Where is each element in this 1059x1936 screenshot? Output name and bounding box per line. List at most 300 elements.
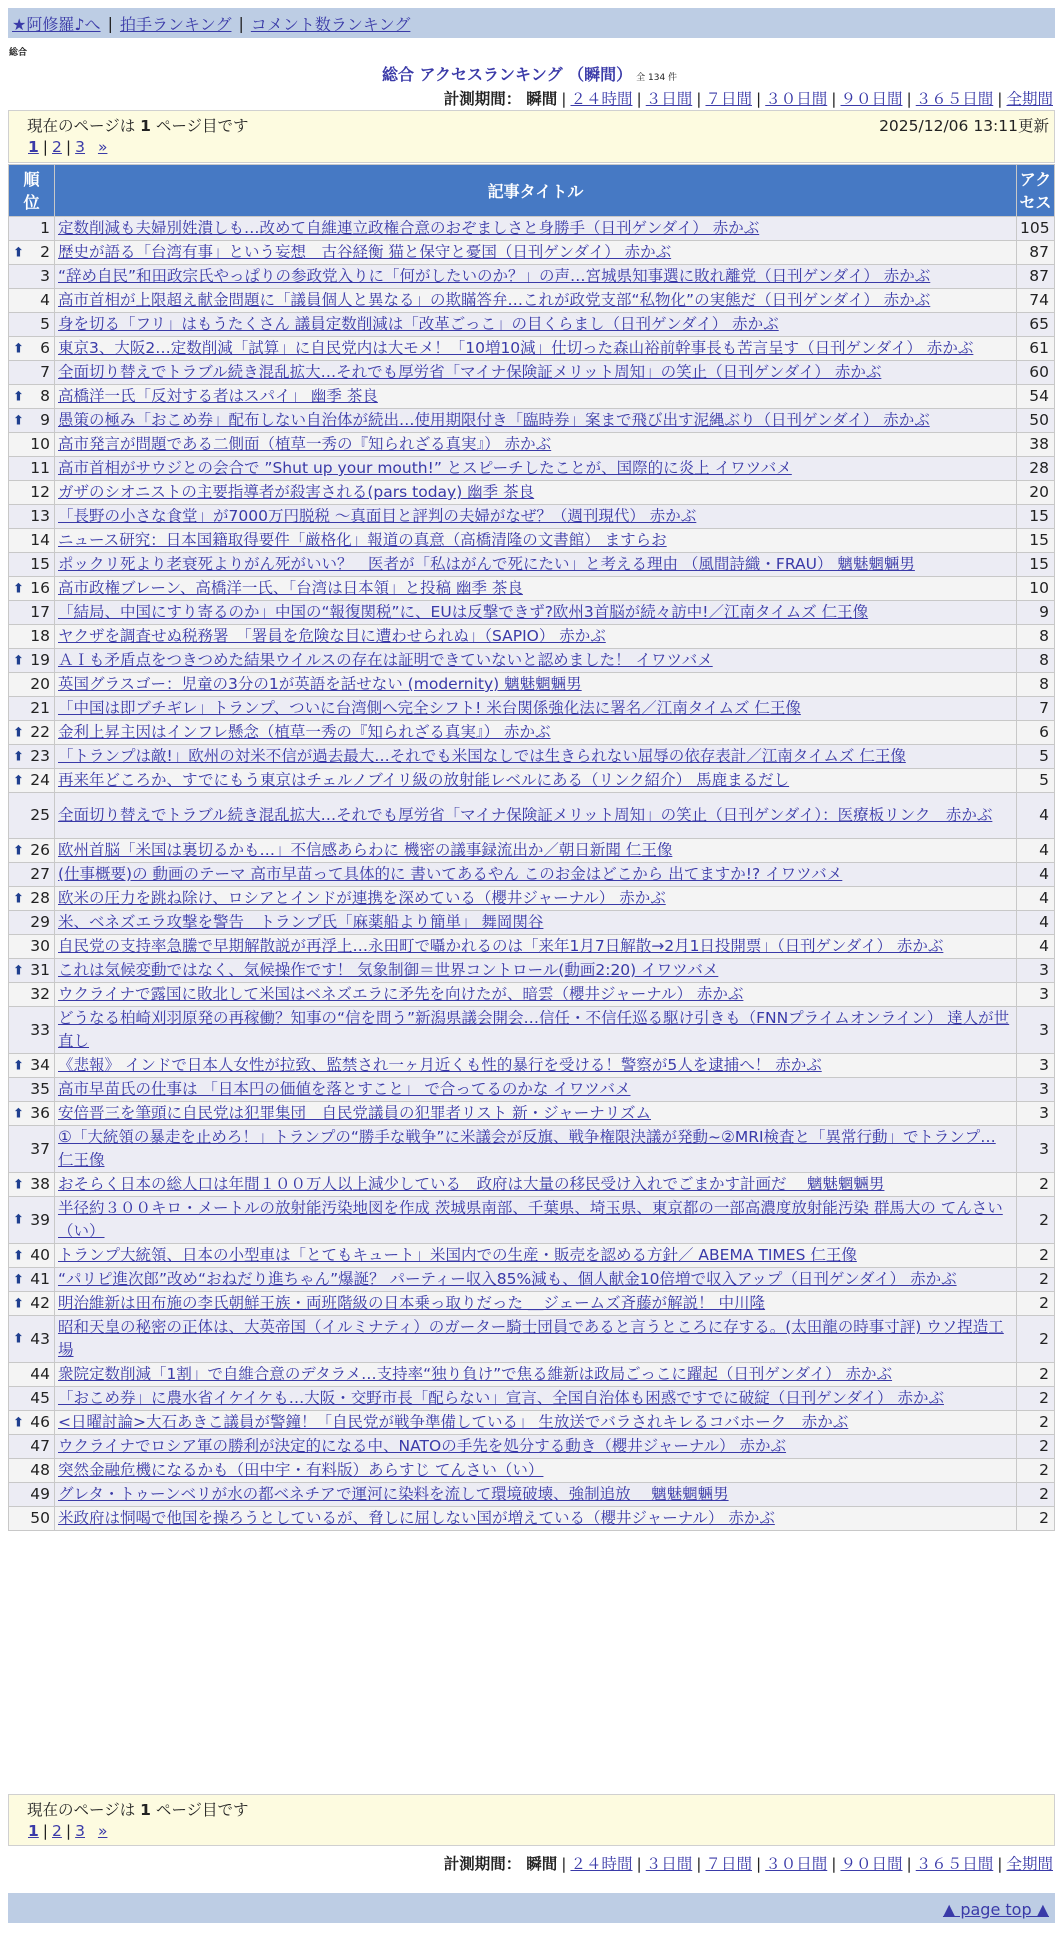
rank-cell — [9, 1007, 55, 1054]
article-title-link[interactable]: 高橋洋一氏「反対する者はスパイ」 幽季 茶良 — [58, 387, 378, 405]
up-arrow-icon: ⬆ — [13, 749, 24, 764]
rank-number: 37 — [30, 1139, 50, 1158]
access-count: 15 — [1017, 505, 1055, 529]
rank-number: 33 — [30, 1020, 50, 1039]
pagination: 1 | 2 | 3 » — [28, 1822, 108, 1840]
rank-cell — [9, 793, 55, 839]
access-count: 60 — [1017, 361, 1055, 385]
title-cell — [55, 935, 1017, 959]
rank-cell — [9, 409, 55, 433]
page-title — [0, 62, 1059, 85]
rank-cell — [9, 1292, 55, 1316]
access-count: 4 — [1017, 793, 1055, 839]
rank-number: 19 — [30, 651, 50, 669]
access-count: 2 — [1017, 1197, 1055, 1244]
table-row — [9, 1054, 1055, 1078]
article-title-link[interactable]: ウクライナで露国に敗北して米国はベネズエラに矛先を向けたが、暗雲（櫻井ジャーナル） 赤かぶ — [58, 985, 744, 1003]
rank-number: 44 — [30, 1365, 50, 1383]
rank-cell — [9, 959, 55, 983]
rank-cell — [9, 385, 55, 409]
article-title-link[interactable]: トランプ大統領、日本の小型車は「とてもキュート」米国内での生産・販売を認める方針／ ABEMA TIMES 仁王像 — [58, 1246, 857, 1264]
period-90d-link[interactable]: ９０日間 — [840, 1855, 903, 1873]
article-title-link[interactable]: ニュース研究：日本国籍取得要件「厳格化」報道の真意（高橋清隆の文書館） ますらお — [58, 531, 667, 549]
access-count: 2 — [1017, 1483, 1055, 1507]
access-count: 28 — [1017, 457, 1055, 481]
article-title-link[interactable]: 高市首相がサウジとの会合で ”Shut up your mouth!” とスピーチしたことが、国際的に炎上 イワツバメ — [58, 459, 792, 477]
article-title-link[interactable]: 身を切る「フリ」はもうたくさん 議員定数削減は「改革ごっこ」の目くらまし（日刊ゲンダイ） 赤かぶ — [58, 315, 779, 333]
article-title-link[interactable]: おそらく日本の総人口は年間１００万人以上減少している 政府は大量の移民受け入れでごまかす計画だ 魑魅魍魎男 — [58, 1175, 885, 1193]
table-row — [9, 505, 1055, 529]
rank-cell — [9, 911, 55, 935]
access-count: 3 — [1017, 1054, 1055, 1078]
table-row — [9, 457, 1055, 481]
title-cell — [55, 433, 1017, 457]
up-arrow-icon: ⬆ — [13, 1415, 24, 1430]
article-title-link[interactable]: 高市早苗氏の仕事は 「日本円の価値を落とすこと」 で合ってるのかな イワツバメ — [58, 1080, 631, 1098]
rank-number: 2 — [40, 243, 50, 261]
table-row — [9, 1411, 1055, 1435]
access-count: 8 — [1017, 673, 1055, 697]
table-row — [9, 863, 1055, 887]
rank-cell — [9, 553, 55, 577]
up-arrow-icon: ⬆ — [13, 1272, 24, 1287]
table-row — [9, 673, 1055, 697]
access-count: 2 — [1017, 1435, 1055, 1459]
article-title-link[interactable]: (仕事概要)の 動画のテーマ 高市早苗って具体的に 書いてあるやん このお金はどこから 出てますか!? イワツバメ — [58, 865, 843, 883]
page-2-link[interactable]: 2 — [52, 1822, 62, 1840]
article-title-link[interactable]: 自民党の支持率急騰で早期解散説が再浮上…永田町で囁かれるのは「来年1月7日解散→2月1日投開票」（日刊ゲンダイ） 赤かぶ — [58, 937, 944, 955]
article-title-link[interactable]: 英国グラスゴー：児童の3分の1が英語を話せない (modernity) 魑魅魍魎男 — [58, 675, 582, 693]
rank-number: 30 — [30, 937, 50, 955]
rank-number: 15 — [30, 555, 50, 573]
title-cell — [55, 409, 1017, 433]
article-title-link[interactable]: 米、ベネズエラ攻撃を警告 トランプ氏「麻薬船より簡単」 舞岡関谷 — [58, 913, 544, 931]
period-label: 計測期間： — [443, 90, 522, 108]
up-arrow-icon: ⬆ — [13, 413, 24, 428]
article-title-link[interactable]: “パリピ進次郎”改め“おねだり進ちゃん”爆誕？ パーティー収入85%減も、個人献金10倍増で収入アップ（日刊ゲンダイ） 赤かぶ — [58, 1270, 957, 1288]
article-title-link[interactable]: 高市発言が問題である二側面（植草一秀の『知られざる真実』） 赤かぶ — [58, 435, 552, 453]
access-count: 2 — [1017, 1244, 1055, 1268]
rank-cell — [9, 745, 55, 769]
article-title-link[interactable]: 安倍晋三を筆頭に自民党は犯罪集団 自民党議員の犯罪者リスト 新・ジャーナリズム — [58, 1104, 651, 1122]
nav-separator: | — [107, 13, 113, 33]
article-title-link[interactable]: ①「大統領の暴走を止めろ！」トランプの“勝手な戦争”に米議会が反旗、戦争権限決議が発動~②MRI検査と「異常行動」でトランプ… 仁王像 — [58, 1128, 996, 1169]
access-count: 2 — [1017, 1411, 1055, 1435]
title-cell — [55, 1363, 1017, 1387]
rank-number: 5 — [40, 315, 50, 333]
up-arrow-icon: ⬆ — [13, 1058, 24, 1073]
article-title-link[interactable]: 愚策の極み「おこめ券」配布しない自治体が続出…使用期限付き「臨時券」案まで飛び出す泥縄ぶり（日刊ゲンダイ） 赤かぶ — [58, 411, 930, 429]
rank-number: 9 — [40, 411, 50, 429]
article-title-link[interactable]: これは気候変動ではなく、気候操作です！ 気象制御＝世界コントロール(動画2:20) イワツバメ — [58, 961, 719, 979]
rank-cell — [9, 697, 55, 721]
article-title-link[interactable]: グレタ・トゥーンベリが水の都ベネチアで運河に染料を流して環境破壊、強制追放 魑魅魍魎男 — [58, 1485, 729, 1503]
article-title-link[interactable]: ＡＩも矛盾点をつきつめた結果ウイルスの存在は証明できていないと認めました！ イワツバメ — [58, 651, 713, 669]
period-separator: | — [906, 1855, 912, 1873]
article-title-link[interactable]: 全面切り替えでトラブル続き混乱拡大…それでも厚労省「マイナ保険証メリット周知」の笑止（日刊ゲンダイ）：医療板リンク 赤かぶ — [58, 806, 993, 824]
rank-number: 4 — [40, 291, 50, 309]
rank-number: 18 — [30, 627, 50, 645]
article-title-link[interactable]: 米政府は恫喝で他国を操ろうとしているが、脅しに屈しない国が増えている（櫻井ジャーナル） 赤かぶ — [58, 1509, 775, 1527]
access-count: 65 — [1017, 313, 1055, 337]
rank-cell — [9, 839, 55, 863]
title-cell — [55, 1244, 1017, 1268]
table-row — [9, 1197, 1055, 1244]
table-row — [9, 959, 1055, 983]
table-header-row — [9, 165, 1055, 217]
article-title-link[interactable]: 高市政権ブレーン、高橋洋一氏、「台湾は日本領」と投稿 幽季 茶良 — [58, 579, 523, 597]
period-30d-link[interactable]: ３０日間 — [765, 1855, 828, 1873]
page-3-link[interactable]: 3 — [75, 1822, 86, 1840]
access-count: 3 — [1017, 1126, 1055, 1173]
period-3d-link[interactable]: ３日間 — [645, 90, 693, 108]
rank-number: 12 — [30, 483, 50, 501]
article-title-link[interactable]: 再来年どころか、すでにもう東京はチェルノブイリ級の放射能レベルにある（リンク紹介） 馬鹿まるだし — [58, 771, 790, 789]
title-cell — [55, 1197, 1017, 1244]
table-row — [9, 433, 1055, 457]
current-page-text: 現在のページは 1 ページ目です — [27, 117, 249, 135]
period-label: 計測期間： — [443, 1855, 522, 1873]
table-row — [9, 1292, 1055, 1316]
rank-cell — [9, 481, 55, 505]
rank-cell — [9, 433, 55, 457]
title-cell — [55, 481, 1017, 505]
article-title-link[interactable]: 昭和天皇の秘密の正体は、大英帝国（イルミナティ）のガーター騎士団員であると言うところに存する。(太田龍の時事寸評) ウソ捏造工場 — [58, 1318, 1004, 1359]
home-link[interactable]: ★阿修羅♪へ — [12, 14, 101, 34]
rank-number: 3 — [40, 267, 50, 285]
rank-number: 38 — [30, 1175, 50, 1193]
access-count: 3 — [1017, 1007, 1055, 1054]
article-title-link[interactable]: ヤクザを調査せぬ税務署 「署員を危険な目に遭わせられぬ」（SAPIO） 赤かぶ — [58, 627, 606, 645]
table-row — [9, 1507, 1055, 1531]
rank-cell — [9, 1102, 55, 1126]
title-cell — [55, 911, 1017, 935]
rank-cell — [9, 265, 55, 289]
rank-number: 31 — [30, 961, 50, 979]
article-title-link[interactable]: 「中国は即ブチギレ」トランプ、ついに台湾側へ完全シフト! 米台関係強化法に署名／江南タイムズ 仁王像 — [58, 699, 801, 717]
rank-number: 6 — [40, 339, 50, 357]
table-row — [9, 289, 1055, 313]
access-count: 2 — [1017, 1316, 1055, 1363]
rank-number: 13 — [30, 507, 50, 525]
period-separator: | — [636, 1855, 642, 1873]
table-row — [9, 745, 1055, 769]
rank-cell — [9, 1411, 55, 1435]
access-count: 4 — [1017, 935, 1055, 959]
rank-number: 48 — [30, 1461, 50, 1479]
table-row — [9, 649, 1055, 673]
title-cell — [55, 1102, 1017, 1126]
period-7d-link[interactable]: ７日間 — [705, 1855, 752, 1873]
up-arrow-icon: ⬆ — [13, 245, 24, 260]
article-title-link[interactable]: 東京3、大阪2…定数削減「試算」に自民党内は大モメ！「10増10減」仕切った森山裕前幹事長も苦言呈す（日刊ゲンダイ） 赤かぶ — [58, 339, 974, 357]
title-cell — [55, 1173, 1017, 1197]
title-cell — [55, 505, 1017, 529]
ranking-table — [8, 164, 1055, 1531]
page-top-link[interactable]: ▲ page top ▲ — [942, 1900, 1049, 1919]
period-separator: | — [696, 90, 702, 108]
table-row — [9, 839, 1055, 863]
period-90d-link[interactable]: ９０日間 — [840, 90, 903, 108]
period-3d-link[interactable]: ３日間 — [645, 1855, 693, 1873]
table-row — [9, 1007, 1055, 1054]
access-count: 7 — [1017, 697, 1055, 721]
ranking-title: 総合 アクセスランキング （瞬間） — [381, 65, 633, 84]
rank-cell — [9, 1268, 55, 1292]
period-all-link[interactable]: 全期間 — [1006, 90, 1053, 108]
updated-timestamp: 2025/12/06 13:11更新 — [879, 117, 1049, 135]
access-count: 87 — [1017, 265, 1055, 289]
up-arrow-icon: ⬆ — [13, 653, 24, 668]
rank-number: 21 — [30, 699, 50, 717]
article-title-link[interactable]: 歴史が語る「台湾有事」という妄想 古谷経衡 猫と保守と憂国（日刊ゲンダイ） 赤かぶ — [58, 243, 672, 261]
rank-cell — [9, 673, 55, 697]
up-arrow-icon: ⬆ — [13, 389, 24, 404]
title-cell — [55, 839, 1017, 863]
next-page-link[interactable]: » — [97, 1822, 108, 1840]
page-info-top — [8, 110, 1055, 163]
period-7d-link[interactable]: ７日間 — [705, 90, 752, 108]
rank-number: 20 — [30, 675, 50, 693]
article-title-link[interactable]: 「おこめ券」に農水省イケイケも…大阪・交野市長「配らない」宣言、全国自治体も困惑ですでに破綻（日刊ゲンダイ） 赤かぶ — [58, 1389, 944, 1407]
period-24h-link[interactable]: ２４時間 — [570, 90, 633, 108]
access-count: 8 — [1017, 625, 1055, 649]
rank-number: 43 — [30, 1329, 50, 1348]
rank-number: 45 — [30, 1389, 50, 1407]
article-title-link[interactable]: 金利上昇主因はインフレ懸念（植草一秀の『知られざる真実』） 赤かぶ — [58, 723, 551, 741]
period-all-link[interactable]: 全期間 — [1006, 1855, 1053, 1873]
up-arrow-icon: ⬆ — [13, 1296, 24, 1311]
rank-cell — [9, 1483, 55, 1507]
period-365d-link[interactable]: ３６５日間 — [915, 90, 994, 108]
rank-cell — [9, 577, 55, 601]
rank-number: 24 — [30, 771, 50, 789]
rank-cell — [9, 983, 55, 1007]
table-row — [9, 625, 1055, 649]
top-nav-bar — [8, 8, 1055, 38]
rank-number: 10 — [30, 435, 50, 453]
article-title-link[interactable]: 衆院定数削減「1割」で自維合意のデタラメ…支持率“独り負け”で焦る維新は政局ごっこに躍起（日刊ゲンダイ） 赤かぶ — [58, 1365, 893, 1383]
article-title-link[interactable]: 「結局、中国にすり寄るのか」中国の“報復関税”に、EUは反撃できず?欧州3首脳が続々訪中!／江南タイムズ 仁王像 — [58, 603, 869, 621]
article-title-link[interactable]: 高市首相が上限超え献金問題に「議員個人と異なる」の欺瞞答弁…これが政党支部“私物化”の実態だ（日刊ゲンダイ） 赤かぶ — [58, 291, 931, 309]
up-arrow-icon: ⬆ — [13, 1248, 24, 1263]
rank-cell — [9, 1078, 55, 1102]
title-cell — [55, 1507, 1017, 1531]
rank-cell — [9, 1363, 55, 1387]
bottom-bar — [8, 1893, 1055, 1923]
rank-number: 14 — [30, 531, 50, 549]
article-title-link[interactable]: 「トランプは敵!」欧州の対米不信が過去最大…それでも米国なしでは生きられない屈辱の依存表計／江南タイムズ 仁王像 — [58, 747, 906, 765]
rank-number: 7 — [40, 363, 50, 381]
title-cell — [55, 313, 1017, 337]
period-365d-link[interactable]: ３６５日間 — [915, 1855, 994, 1873]
table-row — [9, 577, 1055, 601]
table-row — [9, 1316, 1055, 1363]
article-title-link[interactable]: 欧州首脳「米国は裏切るかも…」不信感あらわに 機密の議事録流出か／朝日新聞 仁王像 — [58, 841, 673, 859]
period-separator: | — [561, 1855, 567, 1873]
page-1-link[interactable]: 1 — [28, 1822, 39, 1840]
rank-number: 50 — [30, 1509, 50, 1527]
rank-number: 42 — [30, 1294, 50, 1312]
rank-number: 28 — [30, 889, 50, 907]
rank-cell — [9, 1507, 55, 1531]
rank-number: 47 — [30, 1437, 50, 1455]
article-title-link[interactable]: 欧米の圧力を跳ね除け、ロシアとインドが連携を深めている（櫻井ジャーナル） 赤かぶ — [58, 889, 666, 907]
nav-separator: | — [238, 13, 244, 33]
article-title-link[interactable]: “辞め自民”和田政宗氏やっぱりの参政党入りに「何がしたいのか？」の声…宮城県知事選に敗れ離党（日刊ゲンダイ） 赤かぶ — [58, 267, 931, 285]
access-count: 2 — [1017, 1459, 1055, 1483]
rank-number: 40 — [30, 1246, 50, 1264]
table-row — [9, 553, 1055, 577]
rank-number: 23 — [30, 747, 50, 765]
rank-number: 1 — [40, 219, 50, 237]
rank-number: 27 — [30, 865, 50, 883]
rank-cell — [9, 1459, 55, 1483]
article-title-link[interactable]: ガザのシオニストの主要指導者が殺害される(pars today) 幽季 茶良 — [58, 483, 535, 501]
table-row — [9, 935, 1055, 959]
article-title-link[interactable]: 《悲報》 インドで日本人女性が拉致、監禁され一ヶ月近くも性的暴行を受ける！警察が5人を逮捕へ！ 赤かぶ — [58, 1056, 822, 1074]
title-cell — [55, 217, 1017, 241]
access-count: 4 — [1017, 863, 1055, 887]
up-arrow-icon: ⬆ — [13, 963, 24, 978]
title-cell — [55, 1268, 1017, 1292]
table-row — [9, 793, 1055, 839]
rank-number: 26 — [30, 841, 50, 859]
up-arrow-icon: ⬆ — [13, 1177, 24, 1192]
rank-number: 36 — [30, 1104, 50, 1122]
period-separator: | — [997, 1855, 1003, 1873]
rank-cell — [9, 601, 55, 625]
title-cell — [55, 673, 1017, 697]
rank-cell — [9, 1316, 55, 1363]
access-count: 105 — [1017, 217, 1055, 241]
ranking-table-body — [9, 217, 1055, 1531]
up-arrow-icon: ⬆ — [13, 1331, 24, 1347]
category-label: 総合 — [9, 48, 28, 58]
table-row — [9, 1435, 1055, 1459]
access-count: 74 — [1017, 289, 1055, 313]
access-count: 5 — [1017, 769, 1055, 793]
page-1-link[interactable]: 1 — [28, 138, 39, 156]
title-cell — [55, 1459, 1017, 1483]
article-title-link[interactable]: 突然金融危機になるかも（田中宇・有料版）あらすじ てんさい（い） — [58, 1461, 544, 1479]
access-count: 3 — [1017, 1078, 1055, 1102]
table-row — [9, 337, 1055, 361]
table-row — [9, 769, 1055, 793]
rank-number: 41 — [30, 1270, 50, 1288]
table-row — [9, 529, 1055, 553]
title-cell — [55, 337, 1017, 361]
title-cell — [55, 1411, 1017, 1435]
table-row — [9, 911, 1055, 935]
table-row — [9, 217, 1055, 241]
up-arrow-icon: ⬆ — [13, 581, 24, 596]
rank-cell — [9, 1054, 55, 1078]
table-row — [9, 1244, 1055, 1268]
table-row — [9, 1387, 1055, 1411]
rank-number: 34 — [30, 1056, 50, 1074]
up-arrow-icon: ⬆ — [13, 725, 24, 740]
rank-number: 25 — [30, 806, 50, 824]
rank-cell — [9, 361, 55, 385]
access-count: 15 — [1017, 529, 1055, 553]
period-separator: | — [756, 1855, 762, 1873]
title-cell — [55, 601, 1017, 625]
title-cell — [55, 1435, 1017, 1459]
current-page-text: 現在のページは 1 ページ目です — [27, 1801, 249, 1819]
access-count: 2 — [1017, 1507, 1055, 1531]
comment-ranking-link[interactable]: コメント数ランキング — [250, 14, 411, 34]
title-header: 記事タイトル — [55, 165, 1017, 217]
rank-number: 35 — [30, 1080, 50, 1098]
next-page-link[interactable]: » — [97, 138, 108, 156]
title-cell — [55, 241, 1017, 265]
rank-number: 22 — [30, 723, 50, 741]
rank-cell — [9, 887, 55, 911]
access-count: 50 — [1017, 409, 1055, 433]
access-count: 5 — [1017, 745, 1055, 769]
title-cell — [55, 721, 1017, 745]
article-title-link[interactable]: ウクライナでロシア軍の勝利が決定的になる中、NATOの手先を処分する動き（櫻井ジャーナル） 赤かぶ — [58, 1437, 787, 1455]
rank-cell — [9, 863, 55, 887]
rank-cell — [9, 505, 55, 529]
rank-number: 32 — [30, 985, 50, 1003]
access-count: 15 — [1017, 553, 1055, 577]
access-header: アクセス — [1017, 165, 1055, 217]
clap-ranking-link[interactable]: 拍手ランキング — [119, 14, 232, 34]
rank-cell — [9, 337, 55, 361]
article-title-link[interactable]: 半径約３００キロ・メートルの放射能汚染地図を作成 茨城県南部、千葉県、埼玉県、東京都の一部高濃度放射能汚染 群馬大の てんさい（い） — [58, 1199, 1003, 1240]
table-row — [9, 385, 1055, 409]
article-title-link[interactable]: 明治維新は田布施の李氏朝鮮王族・両班階級の日本乗っ取りだった ＿ジェームズ斉藤が解説！ 中川隆 — [58, 1294, 766, 1312]
table-row — [9, 721, 1055, 745]
period-24h-link[interactable]: ２４時間 — [570, 1855, 633, 1873]
rank-cell — [9, 313, 55, 337]
page-info-bottom — [8, 1794, 1055, 1846]
period-separator: | — [831, 1855, 837, 1873]
title-cell — [55, 649, 1017, 673]
period-30d-link[interactable]: ３０日間 — [765, 90, 828, 108]
rank-cell — [9, 217, 55, 241]
article-title-link[interactable]: どうなる柏崎刈羽原発の再稼働？知事の“信を問う”新潟県議会開会…信任・不信任巡る駆け引きも（FNNプライムオンライン） 達人が世直し — [58, 1009, 1010, 1050]
title-cell — [55, 1126, 1017, 1173]
access-count: 2 — [1017, 1292, 1055, 1316]
title-cell — [55, 863, 1017, 887]
period-separator: | — [636, 90, 642, 108]
article-title-link[interactable]: 定数削減も夫婦別姓潰しも…改めて自維連立政権合意のおぞましさと身勝手（日刊ゲンダイ） 赤かぶ — [58, 219, 760, 237]
rank-cell — [9, 1126, 55, 1173]
pagination: 1 | 2 | 3 » — [28, 138, 108, 156]
period-separator: | — [561, 90, 567, 108]
period-separator: | — [756, 90, 762, 108]
table-row — [9, 265, 1055, 289]
article-title-link[interactable]: 「長野の小さな食堂」が7000万円脱税 ～真面目と評判の夫婦がなぜ？（週刊現代） 赤かぶ — [58, 507, 697, 525]
access-count: 2 — [1017, 1363, 1055, 1387]
access-count: 8 — [1017, 649, 1055, 673]
article-title-link[interactable]: <日曜討論>大石あきこ議員が警鐘！「自民党が戦争準備している」 生放送でバラされキレるコバホーク 赤かぶ — [58, 1413, 849, 1431]
rank-cell — [9, 1435, 55, 1459]
page-3-link[interactable]: 3 — [75, 138, 86, 156]
title-cell — [55, 361, 1017, 385]
period-current: 瞬間 — [526, 90, 558, 108]
article-title-link[interactable]: ポックリ死より老衰死よりがん死がいい？ 医者が「私はがんで死にたい」と考える理由 （風間詩織・FRAU） 魑魅魍魎男 — [58, 555, 915, 573]
title-cell — [55, 959, 1017, 983]
rank-cell — [9, 1173, 55, 1197]
table-row — [9, 1268, 1055, 1292]
page-2-link[interactable]: 2 — [52, 138, 62, 156]
access-count: 3 — [1017, 959, 1055, 983]
article-title-link[interactable]: 全面切り替えでトラブル続き混乱拡大…それでも厚労省「マイナ保険証メリット周知」の笑止（日刊ゲンダイ） 赤かぶ — [58, 363, 882, 381]
